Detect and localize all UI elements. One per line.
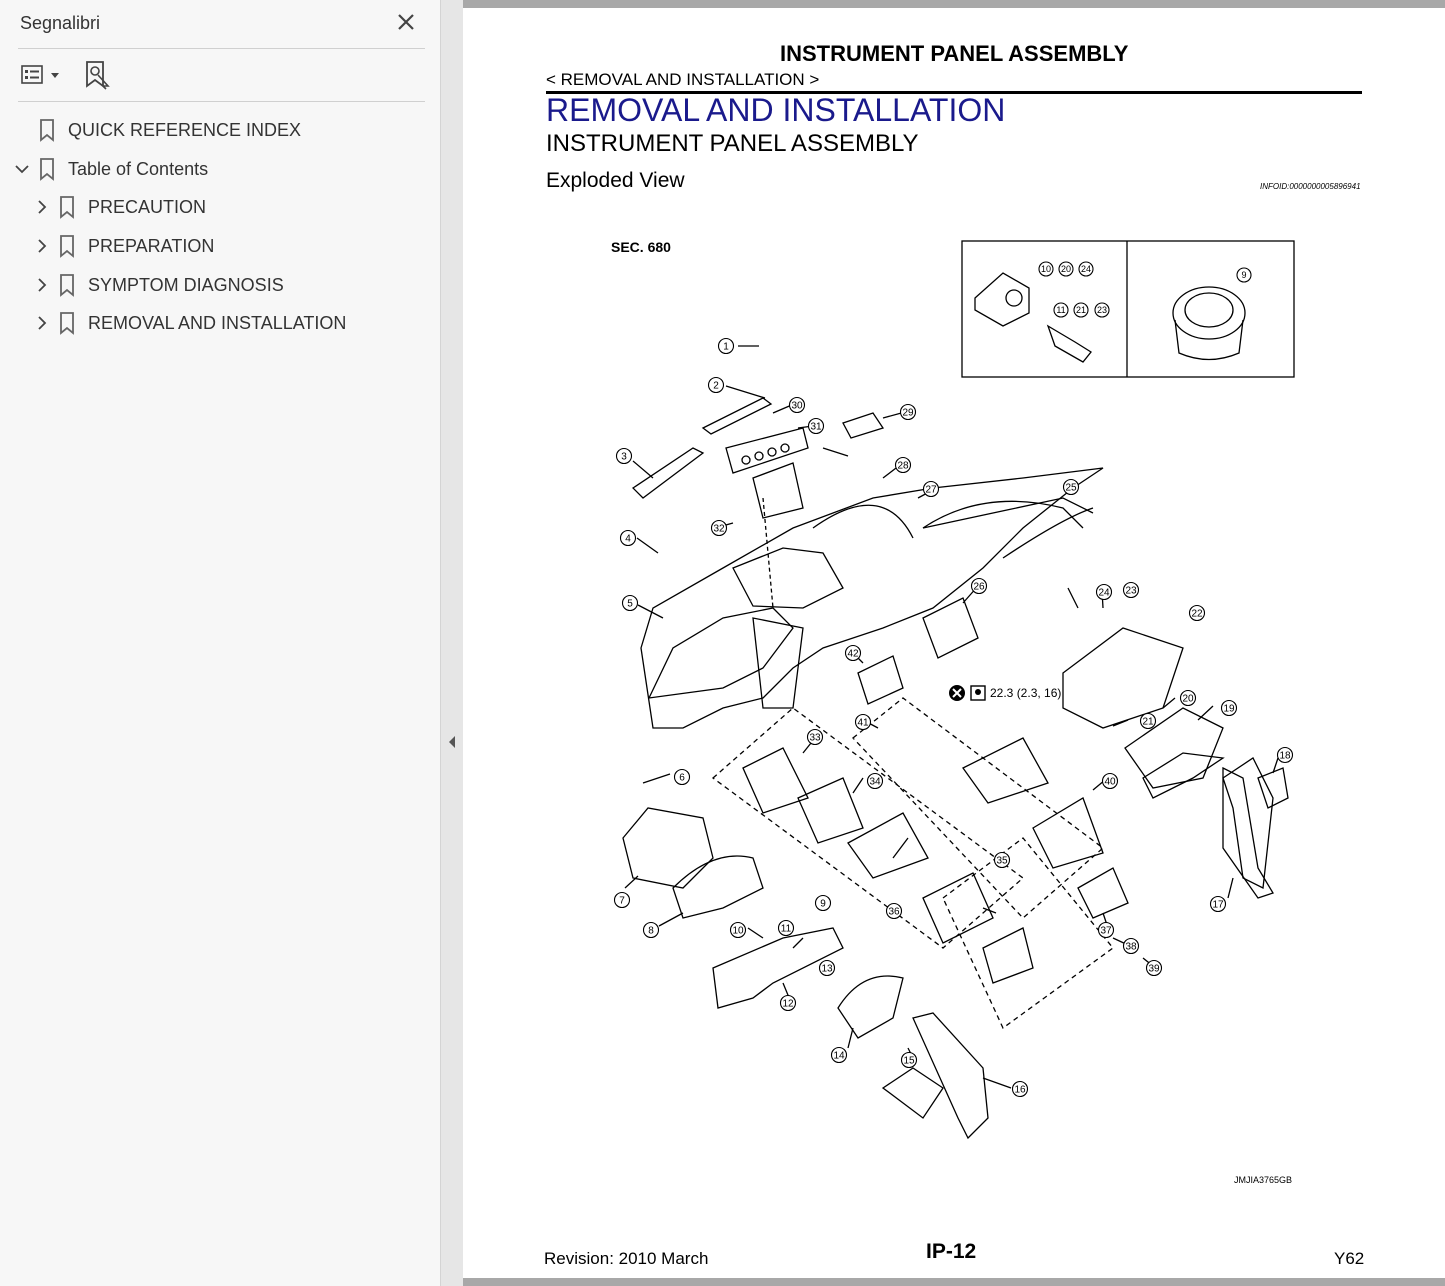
torque-spec: 22.3 (2.3, 16)	[990, 686, 1062, 700]
inset-callout-marker	[1074, 303, 1088, 317]
callout-number: 17	[1212, 899, 1224, 911]
bookmark-label: SYMPTOM DIAGNOSIS	[88, 274, 284, 295]
callout-number: 13	[821, 963, 833, 975]
inset-callout-marker	[1095, 303, 1109, 317]
callout-number: 39	[1148, 963, 1160, 975]
inset-callout-marker	[1059, 262, 1073, 276]
callout-number: 10	[1040, 264, 1052, 275]
callout-number: 11	[780, 923, 792, 935]
callout-number: 15	[903, 1055, 915, 1067]
callout-marker	[1211, 897, 1226, 912]
callout-marker	[1013, 1082, 1028, 1097]
bookmark-icon	[38, 157, 56, 181]
inset-callout-marker	[1237, 268, 1251, 282]
callout-number: 11	[1056, 305, 1066, 316]
bookmark-item[interactable]	[32, 267, 284, 303]
bookmark-icon	[58, 273, 76, 297]
figure-code: JMJIA3765GB	[1234, 1175, 1293, 1185]
callout-number: 31	[810, 421, 822, 433]
section-code: SEC. 680	[611, 239, 671, 255]
callout-marker	[1103, 774, 1118, 789]
list-options-icon[interactable]	[20, 62, 64, 88]
callout-number: 30	[791, 400, 803, 412]
callout-marker	[816, 896, 831, 911]
callout-marker	[1097, 585, 1112, 600]
bookmark-label: REMOVAL AND INSTALLATION	[88, 312, 347, 333]
sidebar-divider	[18, 48, 425, 49]
callout-number: 12	[782, 998, 794, 1010]
breadcrumb: < REMOVAL AND INSTALLATION >	[546, 70, 820, 89]
callout-number: 2	[713, 380, 719, 392]
callout-number: 1	[723, 341, 729, 353]
callout-marker	[617, 449, 632, 464]
chevron-right-icon[interactable]	[32, 313, 52, 333]
callout-number: 20	[1182, 693, 1194, 705]
spacer	[12, 120, 32, 140]
bookmark-icon	[58, 234, 76, 258]
bookmark-label: Table of Contents	[68, 158, 209, 179]
callout-number: 25	[1065, 482, 1077, 494]
callout-marker	[615, 893, 630, 908]
callout-marker	[868, 774, 883, 789]
callout-number: 41	[857, 717, 869, 729]
callout-marker	[712, 521, 727, 536]
callout-marker	[887, 904, 902, 919]
callout-marker	[1099, 923, 1114, 938]
callout-number: 26	[973, 581, 985, 593]
callout-marker	[1064, 480, 1079, 495]
view-title: Exploded View	[546, 169, 685, 192]
page-number: IP-12	[926, 1240, 977, 1263]
torque-icon	[949, 685, 985, 701]
close-icon[interactable]	[394, 10, 418, 34]
bookmark-label: QUICK REFERENCE INDEX	[68, 119, 302, 140]
callout-number: 23	[1125, 585, 1137, 597]
callout-marker	[623, 596, 638, 611]
bookmark-label: PRECAUTION	[88, 196, 207, 217]
bookmarks-sidebar	[0, 0, 441, 1286]
callout-marker	[1124, 939, 1139, 954]
callout-number: 18	[1279, 750, 1291, 762]
callout-number: 38	[1125, 941, 1137, 953]
callout-number: 28	[897, 460, 909, 472]
callout-marker	[790, 398, 805, 413]
bookmark-item[interactable]	[32, 305, 346, 341]
callout-number: 4	[625, 533, 631, 545]
callout-number: 9	[1241, 270, 1247, 281]
callout-marker	[846, 646, 861, 661]
sidebar-title: Segnalibri	[20, 13, 101, 33]
callout-marker	[644, 923, 659, 938]
bookmark-label: PREPARATION	[88, 235, 215, 256]
add-bookmark-icon[interactable]	[84, 60, 112, 90]
bookmark-icon	[38, 118, 56, 142]
callout-number: 34	[869, 776, 881, 788]
callout-number: 24	[1098, 587, 1110, 599]
chevron-right-icon[interactable]	[32, 236, 52, 256]
callout-marker	[1147, 961, 1162, 976]
callout-number: 8	[648, 925, 654, 937]
bookmark-item[interactable]	[32, 228, 214, 264]
callout-marker	[1141, 714, 1156, 729]
callout-marker	[896, 458, 911, 473]
callout-marker	[832, 1048, 847, 1063]
subsection-title: INSTRUMENT PANEL ASSEMBLY	[546, 130, 919, 157]
callout-number: 27	[925, 484, 937, 496]
callout-number: 36	[888, 906, 900, 918]
callout-number: 6	[679, 772, 685, 784]
callout-number: 3	[621, 451, 627, 463]
section-title: REMOVAL AND INSTALLATION	[546, 92, 1006, 128]
callout-number: 21	[1075, 305, 1087, 316]
callout-marker	[972, 579, 987, 594]
callout-marker	[709, 378, 724, 393]
callout-marker	[1181, 691, 1196, 706]
info-id: INFOID:0000000005896941	[1260, 182, 1361, 191]
callout-marker	[856, 715, 871, 730]
callout-number: 9	[820, 898, 826, 910]
bookmark-icon	[58, 311, 76, 335]
inset-callout-marker	[1054, 303, 1068, 317]
callout-number: 7	[619, 895, 625, 907]
callout-marker	[808, 730, 823, 745]
inset-callout-marker	[1079, 262, 1093, 276]
inset-callout-marker	[1039, 262, 1053, 276]
bookmark-item[interactable]	[32, 189, 206, 225]
bookmark-item[interactable]	[12, 112, 301, 148]
callout-number: 29	[902, 407, 914, 419]
callout-marker	[719, 339, 734, 354]
callout-number: 40	[1104, 776, 1116, 788]
callout-number: 22	[1191, 608, 1203, 620]
callout-marker	[1190, 606, 1205, 621]
callout-number: 35	[996, 855, 1008, 867]
sidebar-divider	[18, 101, 425, 102]
callout-number: 19	[1223, 703, 1235, 715]
callout-marker	[995, 853, 1010, 868]
chevron-right-icon[interactable]	[32, 275, 52, 295]
callout-number: 21	[1142, 716, 1154, 728]
callout-marker	[779, 921, 794, 936]
callout-marker	[902, 1053, 917, 1068]
callout-number: 42	[847, 648, 859, 660]
bookmark-icon	[58, 195, 76, 219]
callout-number: 16	[1014, 1084, 1026, 1096]
callout-number: 23	[1096, 305, 1108, 316]
chevron-right-icon[interactable]	[32, 197, 52, 217]
collapse-sidebar-icon[interactable]	[446, 732, 458, 752]
revision: Revision: 2010 March	[544, 1249, 709, 1268]
model-code: Y62	[1334, 1249, 1365, 1268]
callout-marker	[1278, 748, 1293, 763]
bookmark-item[interactable]	[12, 151, 208, 187]
callout-marker	[675, 770, 690, 785]
callout-number: 33	[809, 732, 821, 744]
exploded-view-diagram	[463, 8, 1445, 1278]
callout-number: 10	[732, 925, 744, 937]
page-header: INSTRUMENT PANEL ASSEMBLY	[780, 41, 1129, 66]
callout-number: 32	[713, 523, 725, 535]
callout-marker	[820, 961, 835, 976]
callout-number: 5	[627, 598, 633, 610]
pdf-page	[463, 0, 1445, 1286]
callout-marker	[901, 405, 916, 420]
callout-number: 20	[1060, 264, 1072, 275]
callout-marker	[1124, 583, 1139, 598]
callout-marker	[809, 419, 824, 434]
callout-marker	[924, 482, 939, 497]
callout-marker	[781, 996, 796, 1011]
chevron-down-icon[interactable]	[12, 159, 32, 179]
callout-number: 37	[1100, 925, 1112, 937]
callout-number: 24	[1080, 264, 1092, 275]
callout-marker	[1222, 701, 1237, 716]
callout-number: 14	[833, 1050, 845, 1062]
callout-marker	[731, 923, 746, 938]
callout-marker	[621, 531, 636, 546]
